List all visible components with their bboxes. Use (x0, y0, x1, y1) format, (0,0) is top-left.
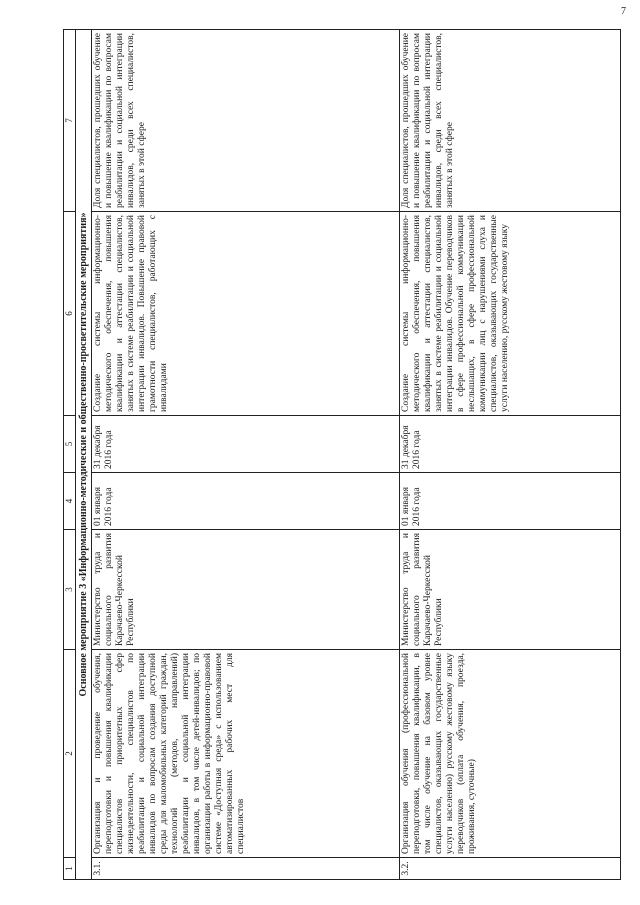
page-number: 7 (621, 6, 626, 17)
header-cell: 2 (64, 650, 76, 858)
table-row (399, 30, 620, 880)
activity-cell: Организация обучения (профессиональной переподготовки, повышения квалификации, в том числе обучение на базовом уровне специалистов, оказывающих государственные услуги населению) русскому жестовому языку переводчиков (оплата обучения, проезда, проживания, суточные) (399, 650, 620, 858)
header-cell: 4 (64, 473, 76, 530)
section-title: Основное мероприятие 3 «Информационно-методические и общественно-просветительские мероприятия» (76, 30, 92, 880)
indicator-cell: Доля специалистов, прошедших обучение и повышение квалификации по вопросам реабилитации и социальной интеграции инвалидов, среди всех специалистов, занятых в этой сфере (399, 30, 620, 212)
end-date-cell: 31 декабря 2016 года (399, 416, 620, 473)
executor-cell: Министерство труда и социального развития Карачаево-Черкесской Республики (92, 530, 400, 650)
executor-cell: Министерство труда и социального развития Карачаево-Черкесской Республики (399, 530, 620, 650)
header-cell: 7 (64, 30, 76, 212)
indicator-cell: Доля специалистов, прошедших обучение и повышение квалификации по вопросам реабилитации и социальной интеграции инвалидов, среди всех специалистов, занятых в этой сфере (92, 30, 400, 212)
end-date-cell: 31 декабря 2016 года (92, 416, 400, 473)
rotated-page (63, 30, 621, 880)
start-date-cell: 01 января 2016 года (92, 473, 400, 530)
header-row (64, 30, 76, 880)
table-row (92, 30, 400, 880)
header-cell: 5 (64, 416, 76, 473)
header-cell: 3 (64, 530, 76, 650)
activity-cell: Организация и проведение обучения, переподготовки и повышения квалификации специалистов приоритетных сфер жизнедеятельности, специалистов по реабилитации и социальной интеграции инвалидов по вопросам создания доступной среды для маломобильных категорий граждан, технологий (методов, направлений) реабилитации и социальной интеграции инвалидов, в том числе детей-инвалидов; по организации работы в информационно-правовой системе «Доступная среда» с использованием автоматизированных рабочих мест для специалистов (92, 650, 400, 858)
result-cell: Создание системы информационно-методического обеспечения, повышения квалификации и аттестации специалистов, занятых в системе реабилитации и социальной интеграции инвалидов. Повышение правовой грамотности специалистов, работающих с инвалидами (92, 212, 400, 416)
row-number: 3.1. (92, 858, 400, 880)
section-row (76, 30, 92, 880)
header-cell: 1 (64, 858, 76, 880)
program-table (63, 29, 621, 880)
result-cell: Создание системы информационно-методического обеспечения, повышения квалификации и аттестации специалистов, занятых в системе реабилитации и социальной интеграции инвалидов. Обучение переводчиков в сфере профессиональной коммуникации неслышащих, в сфере профессиональной коммуникации лиц с нарушениями слуха и специалистов, оказывающих государственные услуги населению, русскому жестовому языку (399, 212, 620, 416)
start-date-cell: 01 января 2016 года (399, 473, 620, 530)
row-number: 3.2. (399, 858, 620, 880)
header-cell: 6 (64, 212, 76, 416)
